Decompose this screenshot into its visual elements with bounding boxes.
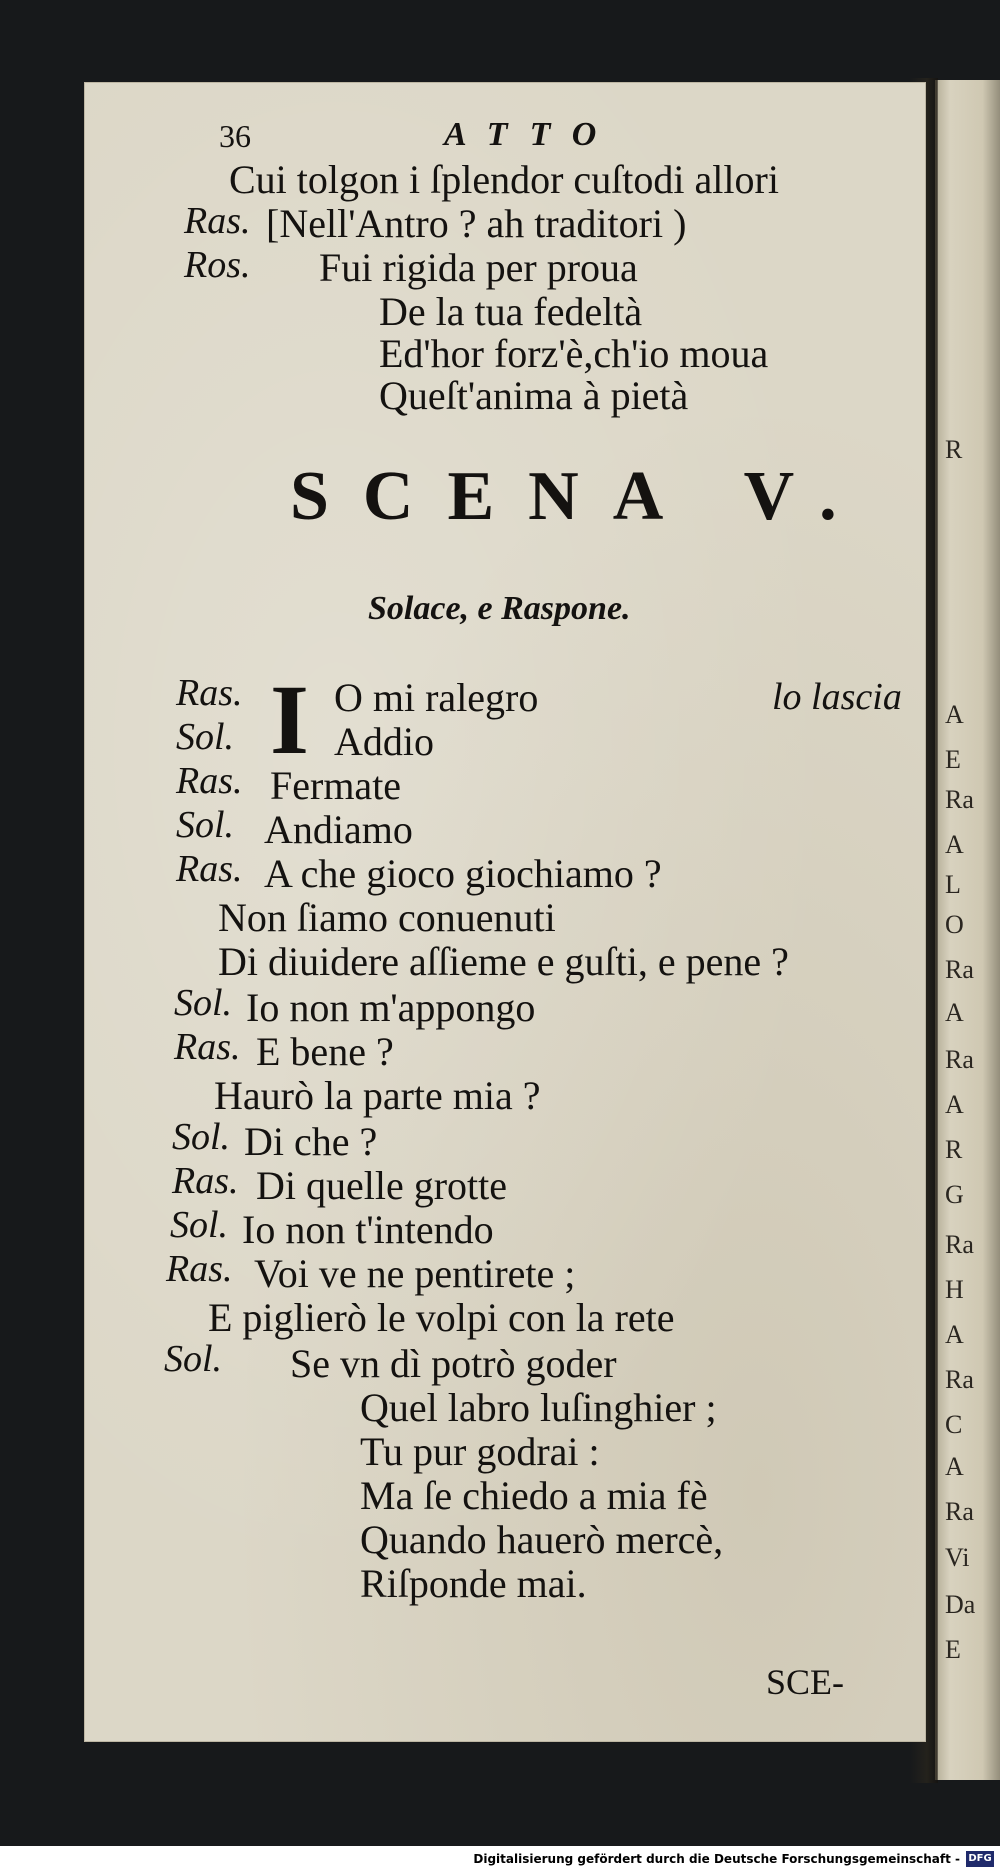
dialogue-line: Se vn dì potrò goder (290, 1341, 617, 1386)
speaker-label: Sol. (174, 982, 233, 1024)
facing-fragment: Ra (945, 785, 974, 814)
speaker-label: Ras. (176, 848, 243, 890)
verse-line: Ed'hor forz'è,ch'io moua (379, 331, 769, 376)
speaker-label: Sol. (172, 1116, 231, 1158)
facing-page (935, 80, 1000, 1780)
drop-cap: I (270, 664, 309, 775)
dialogue-line: A che gioco giochiamo ? (264, 851, 662, 896)
dialogue-line: Fermate (270, 763, 402, 808)
speaker-label: Ras. (176, 672, 243, 714)
dialogue-line: Io non t'intendo (242, 1207, 494, 1252)
speaker-label: Sol. (170, 1204, 229, 1246)
dialogue-line: Io non m'appongo (246, 985, 536, 1030)
facing-fragment: A (945, 830, 964, 859)
speaker-label: Ras. (174, 1026, 241, 1068)
facing-fragment: Da (945, 1590, 976, 1619)
facing-fragment: Ra (945, 1045, 974, 1074)
facing-fragment: C (945, 1410, 963, 1439)
verse-line: Queſt'anima à pietà (379, 373, 689, 418)
catchword: SCE- (766, 1662, 845, 1702)
facing-fragment: Ra (945, 1365, 974, 1394)
verse-line: [Nell'Antro ? ah traditori ) (266, 201, 687, 246)
speaker-label: Ras. (184, 200, 251, 242)
facing-fragment: R (945, 1135, 963, 1164)
page-number: 36 (219, 118, 251, 154)
dialogue-line: Haurò la parte mia ? (214, 1073, 541, 1118)
facing-fragment: E (945, 745, 961, 774)
verse-line: De la tua fedeltà (379, 289, 643, 334)
facing-fragment: Ra (945, 1497, 974, 1526)
dialogue-line: Ma ſe chiedo a mia fè (360, 1473, 708, 1518)
footer-bar (0, 1846, 1000, 1873)
dfg-logo: DFG (966, 1851, 994, 1867)
dialogue-line: Non ſiamo conuenuti (218, 895, 556, 940)
facing-fragment: Vi (945, 1543, 970, 1572)
scene-title: SCENA V. (290, 458, 871, 535)
speaker-label: Ras. (172, 1160, 239, 1202)
dialogue-line: Voi ve ne pentirete ; (254, 1251, 576, 1296)
speaker-label: Ros. (184, 244, 251, 286)
speaker-label: Sol. (164, 1338, 223, 1380)
verse-line: Cui tolgon i ſplendor cuſtodi allori (229, 157, 779, 202)
facing-fragment: R (945, 435, 963, 464)
facing-fragment: A (945, 998, 964, 1027)
verse-line: Fui rigida per proua (319, 245, 638, 290)
facing-fragment: L (945, 870, 961, 899)
facing-fragment: H (945, 1275, 964, 1304)
dialogue-line: Riſponde mai. (360, 1561, 587, 1606)
dialogue-line: Addio (334, 719, 434, 764)
dialogue-line: Tu pur godrai : (360, 1429, 600, 1474)
facing-fragment: O (945, 910, 964, 939)
dialogue-line: E bene ? (256, 1029, 394, 1074)
dialogue-line: O mi ralegro (334, 675, 539, 720)
dialogue-line: Andiamo (264, 807, 413, 852)
facing-fragment: A (945, 1320, 964, 1349)
speaker-label: Sol. (176, 716, 235, 758)
footer-credit: Digitalisierung gefördert durch die Deutsche Forschungsgemeinschaft - (473, 1852, 960, 1866)
book-page (84, 82, 926, 1742)
dialogue-line: Quando hauerò mercè, (360, 1517, 724, 1562)
stage-direction: lo lascia (772, 676, 902, 718)
running-head: ATTO (444, 116, 619, 153)
dialogue-line: E piglierò le volpi con la rete (208, 1295, 675, 1340)
facing-fragment: Ra (945, 955, 974, 984)
dialogue-line: Quel labro luſinghier ; (360, 1385, 717, 1430)
facing-fragment: Ra (945, 1230, 974, 1259)
speaker-label: Ras. (176, 760, 243, 802)
facing-fragment: E (945, 1635, 961, 1664)
dialogue-line: Di quelle grotte (256, 1163, 508, 1208)
speaker-label: Ras. (166, 1248, 233, 1290)
dialogue-line: Di che ? (244, 1119, 378, 1164)
dialogue-line: Di diuidere aſſieme e guſti, e pene ? (218, 939, 789, 984)
facing-fragment: A (945, 1090, 964, 1119)
facing-fragment: G (945, 1180, 964, 1209)
facing-fragment: A (945, 1452, 964, 1481)
speaker-label: Sol. (176, 804, 235, 846)
facing-fragment: A (945, 700, 964, 729)
characters-line: Solace, e Raspone. (368, 590, 631, 627)
